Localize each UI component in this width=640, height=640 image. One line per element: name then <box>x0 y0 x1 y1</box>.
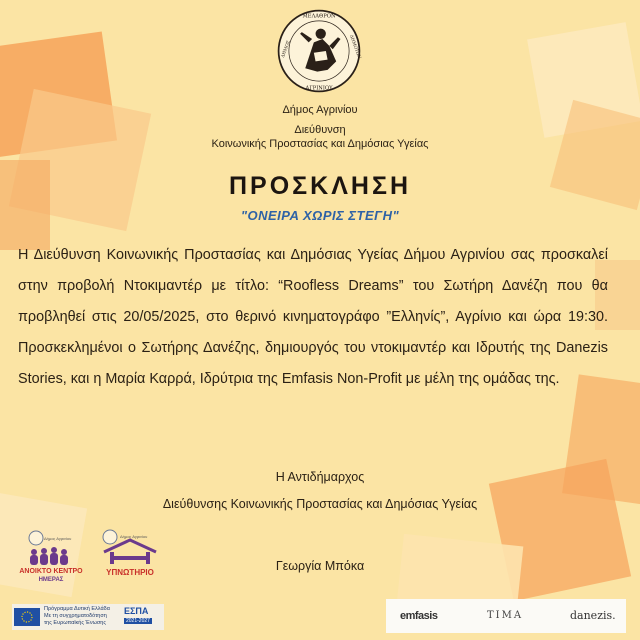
kdap-line1: ΑΝΟΙΚΤΟ ΚΕΝΤΡΟ <box>19 568 83 575</box>
people-icon <box>12 528 90 568</box>
signature-role: Η Αντιδήμαρχος <box>275 470 365 484</box>
seal-text-left: ΔΗΜΟΣ <box>280 40 292 59</box>
eu-funding-bar <box>12 604 164 630</box>
eu-line3: της Ευρωπαϊκής Ένωσης <box>44 620 106 626</box>
espa-years: 2021-2027 <box>126 618 150 624</box>
department-line1: Διεύθυνση <box>294 124 346 136</box>
municipality-name: Δήμος Αγρινίου <box>282 104 358 116</box>
eu-flag-icon <box>14 608 40 626</box>
kdap-line2: ΗΜΕΡΑΣ <box>38 577 64 583</box>
danezis-logo: danezis. <box>570 609 616 622</box>
documentary-subtitle: "ΟΝΕΙΡΑ ΧΩΡΙΣ ΣΤΕΓΗ" <box>240 208 400 223</box>
kdap-small-label: Δήμος Αγρινίου <box>44 536 72 541</box>
signature-name: Γεωργία Μπόκα <box>275 559 365 573</box>
eu-line1: Πρόγραμμα Δυτική Ελλάδα <box>44 606 110 612</box>
page-title: ΠΡΟΣΚΛΗΣΗ <box>228 172 412 200</box>
open-day-center-logo <box>12 528 90 590</box>
eu-line2: Με τη συγχρηματοδότηση <box>44 613 107 619</box>
invitation-body-text: Η Διεύθυνση Κοινωνικής Προστασίας και Δημόσιας Υγείας Δήμου Αγρινίου σας προσκαλεί στην προβολή Ντοκιμαντέρ με τίτλο: “Roofless Dreams” του Σωτήρη Δανέζη που θα προβληθεί στις 20/05/2025, στο θερινό κινηματογράφο ”Ελληνίς”, Αγρίνιο και ώρα 19:30. Προσκεκλημένοι ο Σωτήρης Δανέζης, δημιουργός του ντοκιμαντέρ και Ιδρυτής της Danezis Stories, και η Μαρία Καρρά, Ιδρύτρια της Emfasis Non-Profit με μέλη της ομάδας της. <box>18 247 608 387</box>
dormitory-logo <box>94 528 166 590</box>
seal-text-right: ΔΗΜΟΤΩΝ <box>348 34 362 60</box>
yp-small-label: Δήμος Αγρινίου <box>120 534 148 539</box>
seal-text-bottom: ΑΓΡΙΝΙΟΥ <box>305 85 333 92</box>
tima-logo: ΤΙΜΑ <box>487 610 524 621</box>
yp-label: ΥΠΝΩΤΗΡΙΟ <box>106 568 154 577</box>
seal-text-top: ΜΕΛΑΘΡΟΝ <box>302 13 336 20</box>
municipality-seal-icon <box>276 8 362 94</box>
espa-logo: ΕΣΠΑ <box>124 606 149 616</box>
signature-department: Διεύθυνσης Κοινωνικής Προστασίας και Δημόσιας Υγείας <box>162 497 478 511</box>
department-line2: Κοινωνικής Προστασίας και Δημόσιας Υγείας <box>211 138 429 150</box>
emfasis-logo: emfasis <box>400 610 438 622</box>
